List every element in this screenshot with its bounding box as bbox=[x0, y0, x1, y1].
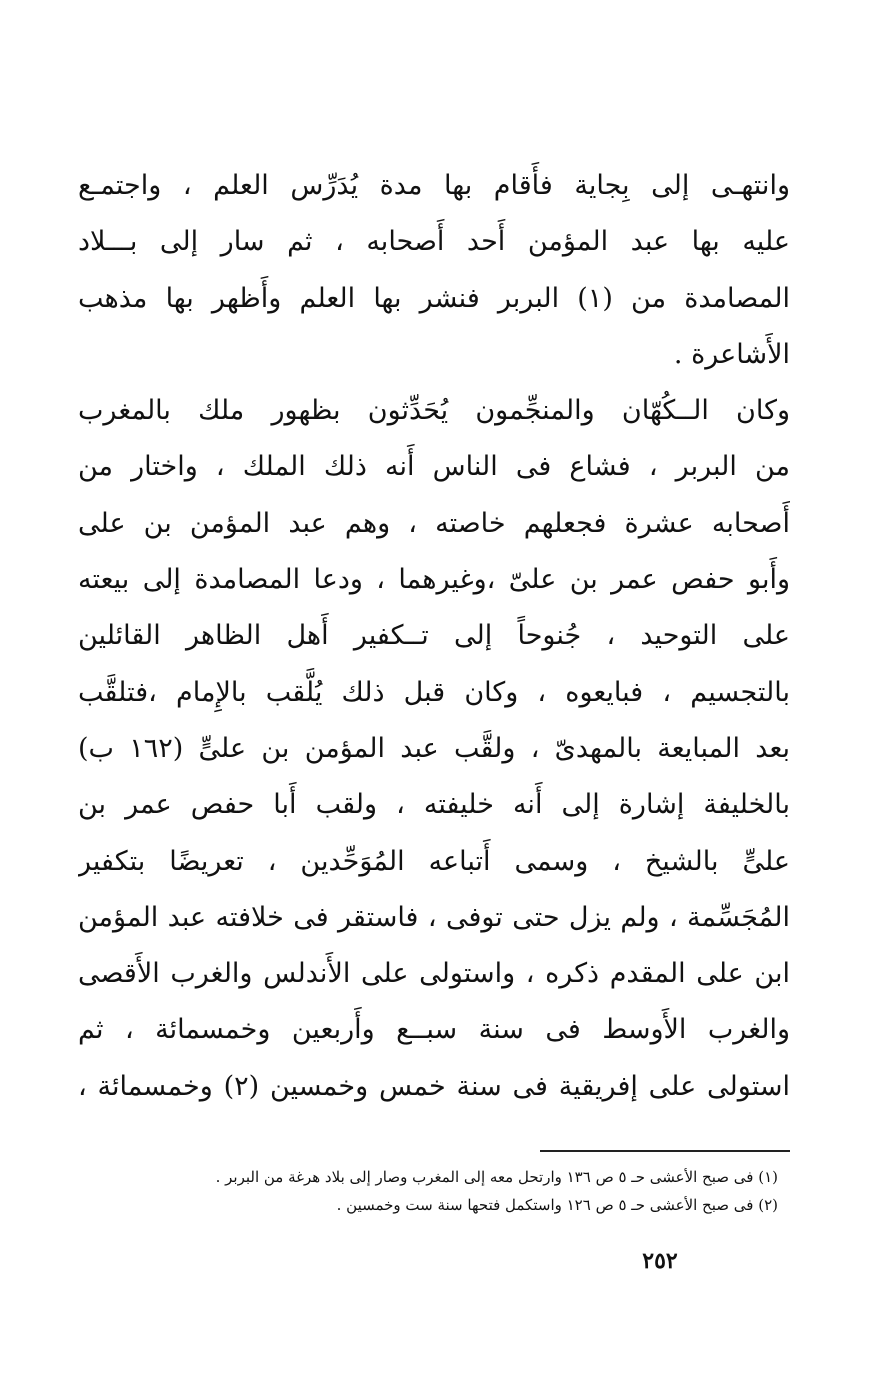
text-line: بالتجسيم ، فبايعوه ، وكان قبل ذلك يُلَّقب بالإِمام ،فتلقَّب bbox=[78, 676, 790, 708]
text-line: عليه بها عبد المؤمن أَحد أَصحابه ، ثم سار إلى بـــلاد bbox=[78, 226, 790, 258]
footnote: (٢) فى صبح الأعشى حـ ٥ ص ١٢٦ واستكمل فتحها سنة ست وخمسين . bbox=[336, 1196, 778, 1214]
text-line: بالخليفة إشارة إلى أَنه خليفته ، ولقب أَبا حفص عمر بن bbox=[78, 789, 790, 821]
text-line: بعد المبايعة بالمهدىّ ، ولقَّب عبد المؤمن بن علىٍّ (١٦٢ ب) bbox=[78, 732, 790, 764]
text-line: وانتهـى إلى بِجاية فأَقام بها مدة يُدَرِّس العلم ، واجتمـع bbox=[78, 170, 790, 201]
footnote: (١) فى صبح الأعشى حـ ٥ ص ١٣٦ وارتحل معه إلى المغرب وصار إلى بلاد هرغة من البربر . bbox=[215, 1168, 778, 1186]
text-line: المصامدة من (١) البربر فنشر بها العلم وأَظهر بها مذهب bbox=[78, 282, 790, 314]
main-text-block bbox=[78, 158, 790, 1115]
page-number: ٢٥٢ bbox=[642, 1248, 678, 1274]
text-line: ابن على المقدم ذكره ، واستولى على الأَندلس والغرب الأَقصى bbox=[78, 958, 790, 990]
footnote-separator bbox=[540, 1150, 790, 1152]
footnotes-block bbox=[78, 1163, 778, 1219]
text-line: الأَشاعرة . bbox=[673, 338, 790, 370]
text-line: من البربر ، فشاع فى الناس أَنه ذلك الملك ، واختار من bbox=[78, 451, 790, 483]
text-line: على التوحيد ، جُنوحاً إلى تــكفير أَهل الظاهر القائلين bbox=[78, 620, 790, 652]
text-line: المُجَسِّمة ، ولم يزل حتى توفى ، فاستقر فى خلافته عبد المؤمن bbox=[78, 901, 790, 933]
text-line: وكان الــكُهّان والمنجِّمون يُحَدِّثون بظهور ملك بالمغرب bbox=[78, 395, 790, 427]
text-line: استولى على إفريقية فى سنة خمس وخمسين (٢) وخمسمائة ، bbox=[78, 1070, 790, 1102]
text-line: وأَبو حفص عمر بن علىّ ،وغيرهما ، ودعا المصامدة إلى بيعته bbox=[78, 564, 790, 596]
text-line: أَصحابه عشرة فجعلهم خاصته ، وهم عبد المؤمن بن على bbox=[78, 507, 790, 539]
text-line: علىٍّ بالشيخ ، وسمى أَتباعه المُوَحِّدين ، تعريضًا بتكفير bbox=[78, 845, 790, 877]
text-line: والغرب الأَوسط فى سنة سبــع وأَربعين وخمسمائة ، ثم bbox=[78, 1014, 790, 1046]
